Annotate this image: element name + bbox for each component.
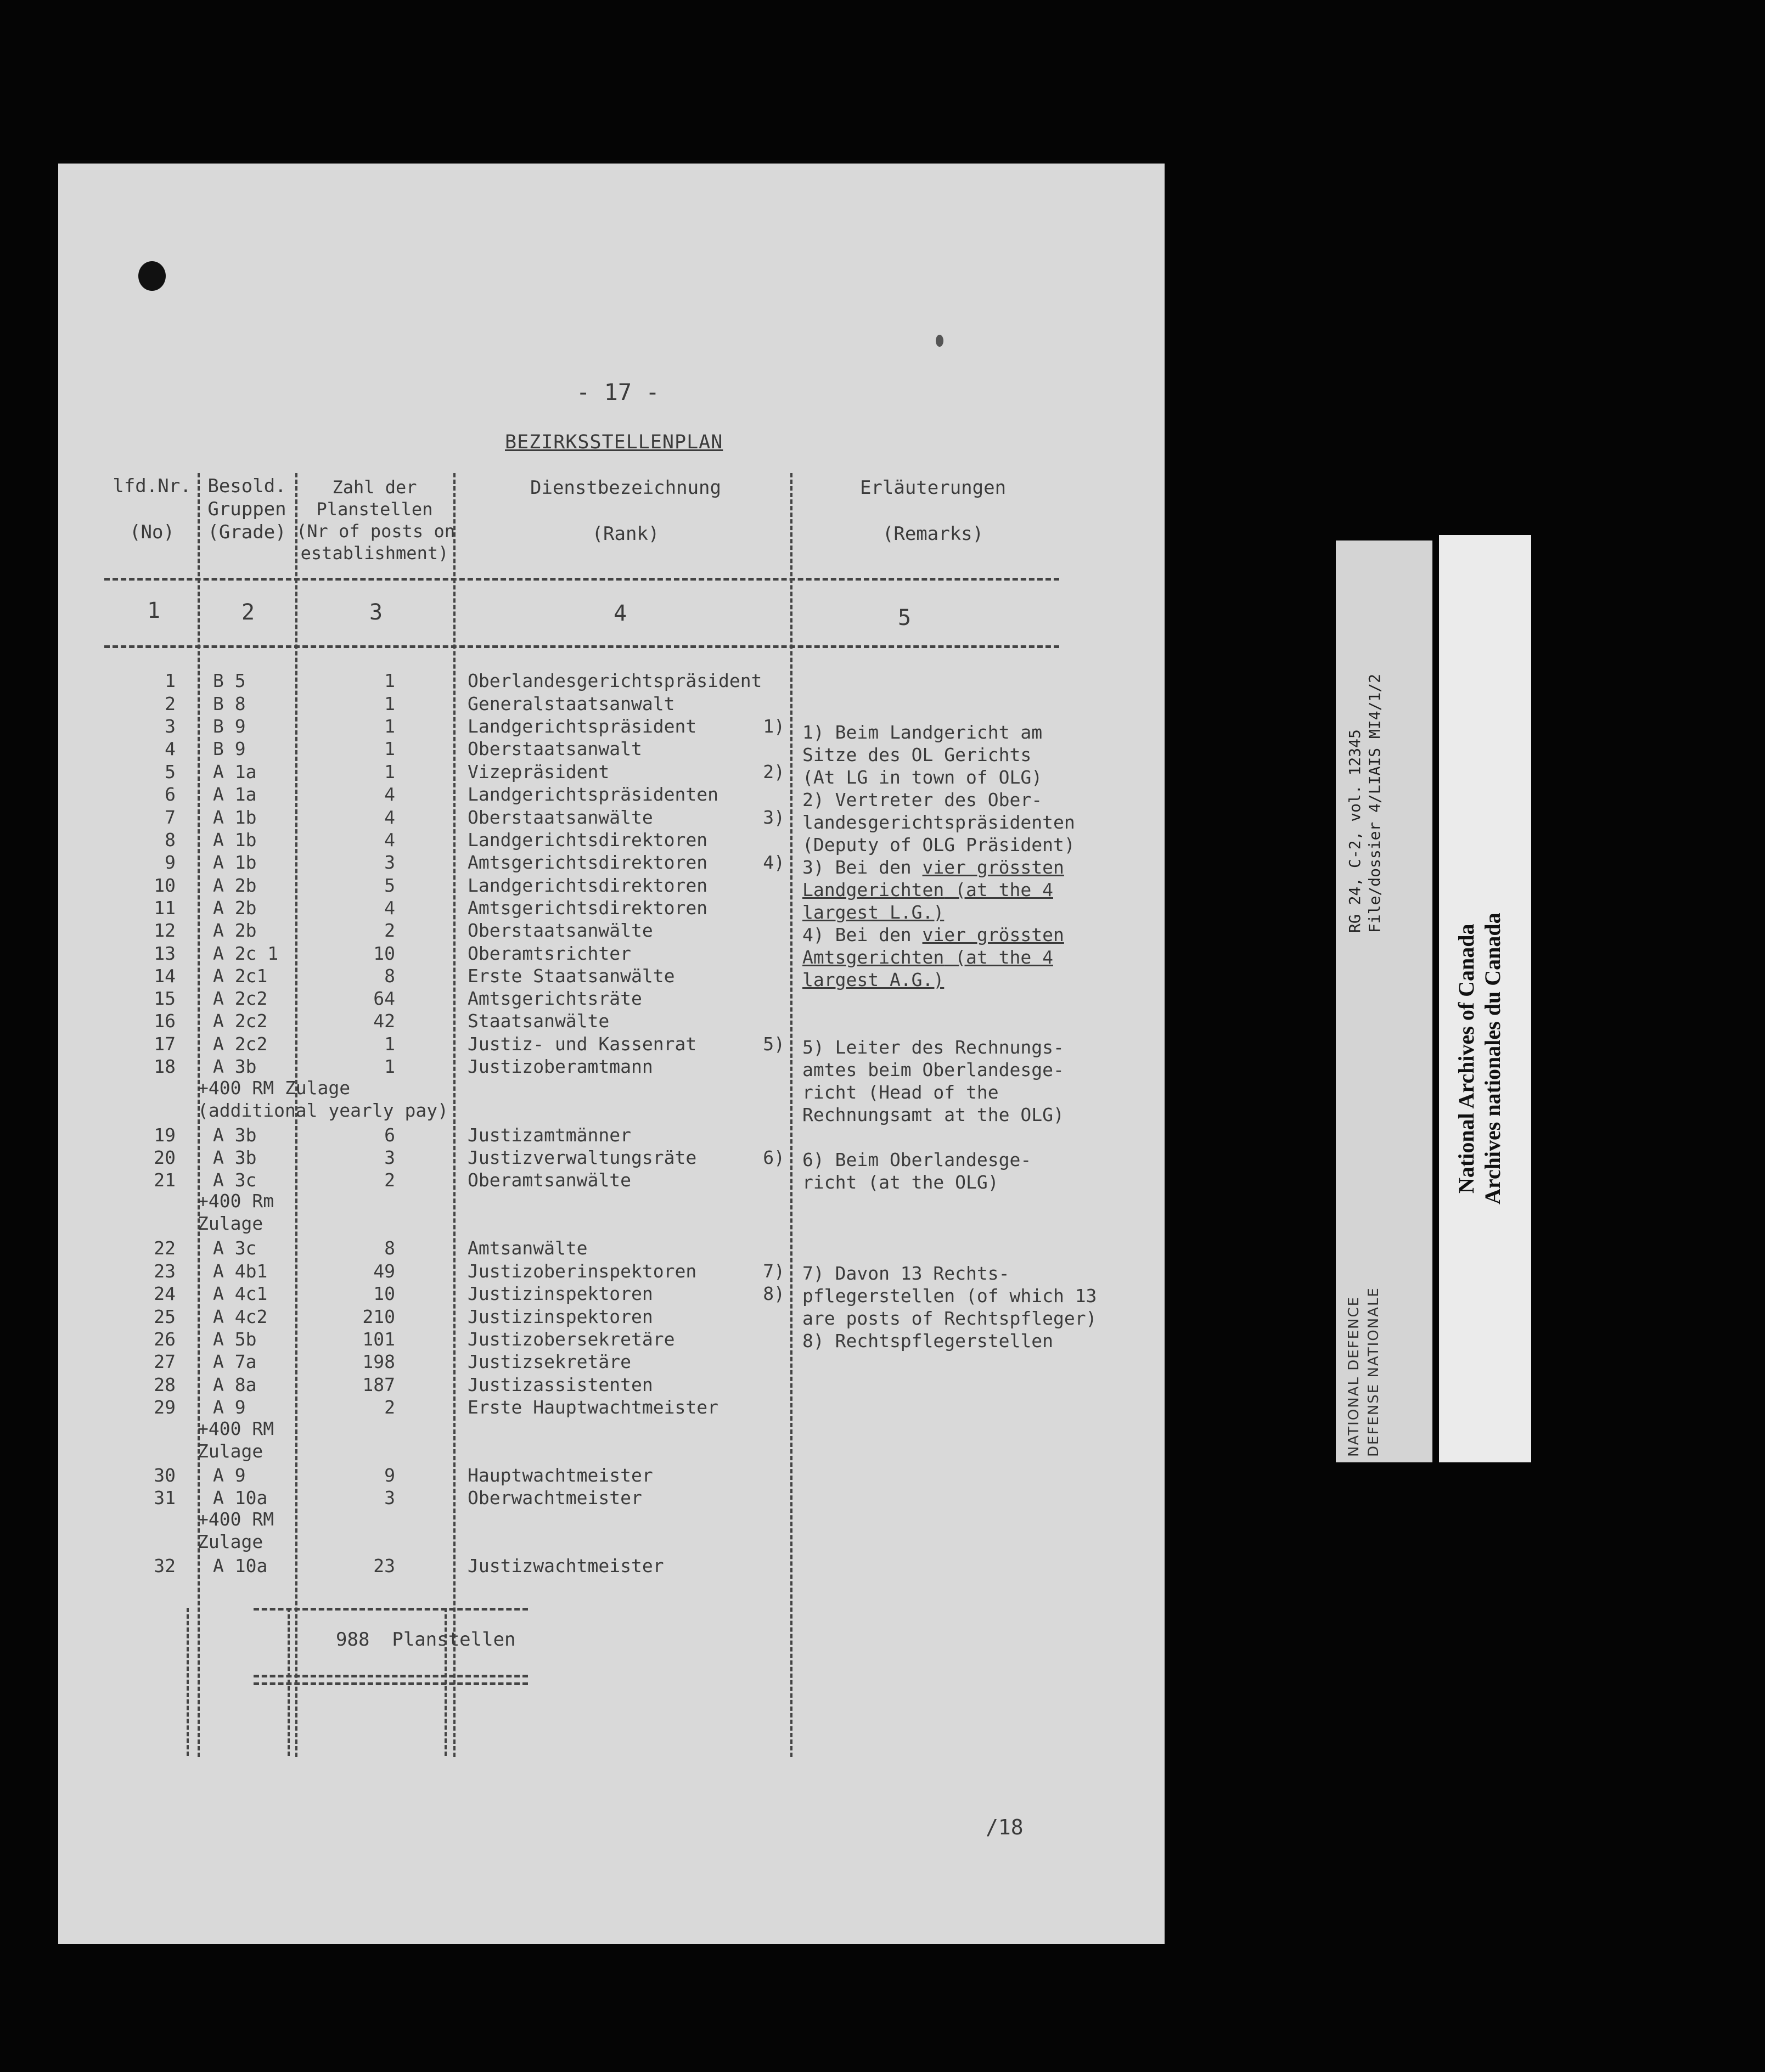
- remark-4-gloss-end: largest A.G.): [802, 969, 945, 990]
- row-posts: 8: [384, 965, 395, 987]
- rule-total-double-2: [254, 1682, 528, 1685]
- row-grade: B 8: [213, 693, 246, 714]
- row-posts: 4: [384, 897, 395, 919]
- column-divider-2b: [288, 1608, 290, 1756]
- row-rank: Justizsekretäre: [468, 1351, 632, 1372]
- row-grade: A 9: [213, 1465, 246, 1486]
- remark-3-gloss-end: largest L.G.): [802, 902, 945, 923]
- row-number: 18: [154, 1056, 176, 1077]
- row-grade: A 2b: [213, 897, 257, 919]
- colnum-3: 3: [369, 600, 383, 625]
- row-rank: Justizinspektoren: [468, 1283, 653, 1304]
- remark-5: 5) Leiter des Rechnungs- amtes beim Oberlandesge- richt (Head of the Rechnungsamt at the OLG): [802, 1037, 1064, 1125]
- row-posts: 3: [384, 1147, 395, 1168]
- row-rank: Justizverwaltungsräte: [468, 1147, 697, 1168]
- row-posts: 1: [384, 738, 395, 759]
- remark-4-gloss: (at the 4: [944, 947, 1053, 968]
- remark-4-court: Amtsgerichten: [802, 947, 945, 968]
- row-grade: A 2b: [213, 920, 257, 941]
- row-number: 16: [154, 1010, 176, 1032]
- remark-3-gloss: (at the 4: [944, 879, 1053, 900]
- row-number: 23: [154, 1260, 176, 1282]
- ink-speck: [936, 335, 943, 347]
- remark-1: 1) Beim Landgericht am Sitze des OL Gerichts (At LG in town of OLG): [802, 722, 1043, 788]
- header-remarks: Erläuterungen (Remarks): [859, 477, 1007, 545]
- rule-header-bottom: [104, 578, 1059, 581]
- row-remark-ref: 1): [763, 716, 785, 737]
- row-number: 8: [165, 829, 176, 851]
- row-number: 27: [154, 1351, 176, 1372]
- row-number: 24: [154, 1283, 176, 1304]
- row-posts: 2: [384, 1169, 395, 1191]
- row-number: 5: [165, 761, 176, 782]
- row-posts: 23: [373, 1555, 395, 1576]
- row-rank: Justizwachtmeister: [468, 1555, 664, 1576]
- row-number: 25: [154, 1306, 176, 1327]
- row-number: 32: [154, 1555, 176, 1576]
- remark-6: 6) Beim Oberlandesge- richt (at the OLG): [802, 1149, 1032, 1193]
- row-number: 11: [154, 897, 176, 919]
- row-posts: 1: [384, 761, 395, 782]
- row-grade: A 2c 1: [213, 943, 279, 964]
- row-rank: Hauptwachtmeister: [468, 1465, 653, 1486]
- rule-colnum-bottom: [104, 645, 1059, 648]
- row-number: 21: [154, 1169, 176, 1191]
- header-no: lfd.Nr. (No): [113, 475, 192, 543]
- row-rank: Justizamtmänner: [468, 1124, 632, 1146]
- row-number: 26: [154, 1328, 176, 1350]
- colnum-4: 4: [614, 601, 627, 626]
- row-number: 29: [154, 1397, 176, 1418]
- row-number: 7: [165, 807, 176, 828]
- grade-note-21: +400 Rm Zulage: [198, 1190, 274, 1234]
- column-divider-4: [790, 473, 792, 1757]
- header-rank: Dienstbezeichnung (Rank): [530, 477, 721, 545]
- row-posts: 101: [362, 1328, 395, 1350]
- row-grade: A 2b: [213, 875, 257, 896]
- row-grade: A 5b: [213, 1328, 257, 1350]
- row-number: 15: [154, 988, 176, 1009]
- row-rank: Amtsgerichtsräte: [468, 988, 642, 1009]
- row-rank: Landgerichtsdirektoren: [468, 875, 708, 896]
- row-posts: 1: [384, 670, 395, 691]
- row-posts: 6: [384, 1124, 395, 1146]
- row-posts: 2: [384, 1397, 395, 1418]
- column-divider-3: [453, 473, 456, 1757]
- colnum-5: 5: [898, 605, 912, 630]
- row-posts: 1: [384, 1056, 395, 1077]
- page-number: - 17 -: [576, 379, 660, 406]
- row-remark-ref: 5): [763, 1033, 785, 1055]
- row-grade: A 3b: [213, 1147, 257, 1168]
- row-number: 3: [165, 716, 176, 737]
- row-posts: 1: [384, 693, 395, 714]
- row-number: 10: [154, 875, 176, 896]
- row-rank: Amtsgerichtsdirektoren: [468, 852, 708, 873]
- row-number: 31: [154, 1487, 176, 1508]
- row-grade: A 1b: [213, 807, 257, 828]
- row-rank: Justiz- und Kassenrat: [468, 1033, 697, 1055]
- row-posts: 4: [384, 784, 395, 805]
- row-number: 14: [154, 965, 176, 987]
- row-rank: Generalstaatsanwalt: [468, 693, 675, 714]
- row-rank: Oberwachtmeister: [468, 1487, 642, 1508]
- row-rank: Landgerichtsdirektoren: [468, 829, 708, 851]
- row-posts: 42: [373, 1010, 395, 1032]
- row-rank: Amtsanwälte: [468, 1237, 588, 1259]
- row-number: 19: [154, 1124, 176, 1146]
- row-number: 6: [165, 784, 176, 805]
- row-grade: A 3b: [213, 1124, 257, 1146]
- row-posts: 5: [384, 875, 395, 896]
- row-grade: A 1b: [213, 829, 257, 851]
- row-grade: A 4b1: [213, 1260, 268, 1282]
- row-grade: A 7a: [213, 1351, 257, 1372]
- row-number: 4: [165, 738, 176, 759]
- remark-3-emph: vier grössten: [922, 857, 1064, 878]
- row-grade: A 10a: [213, 1487, 268, 1508]
- row-rank: Oberlandesgerichtspräsident: [468, 670, 762, 691]
- row-posts: 10: [373, 943, 395, 964]
- row-posts: 49: [373, 1260, 395, 1282]
- row-remark-ref: 6): [763, 1147, 785, 1168]
- row-remark-ref: 8): [763, 1283, 785, 1304]
- row-posts: 187: [362, 1374, 395, 1395]
- row-rank: Justizoberamtmann: [468, 1056, 653, 1077]
- row-rank: Oberstaatsanwälte: [468, 920, 653, 941]
- row-grade: A 2c2: [213, 988, 268, 1009]
- grade-note-18: +400 RM Zulage (additional yearly pay): [198, 1077, 448, 1121]
- row-grade: B 9: [213, 738, 246, 759]
- row-posts: 4: [384, 807, 395, 828]
- row-number: 22: [154, 1237, 176, 1259]
- document-title: BEZIRKSSTELLENPLAN: [505, 431, 723, 453]
- row-grade: A 2c2: [213, 1010, 268, 1032]
- row-number: 20: [154, 1147, 176, 1168]
- remark-4: [802, 924, 1064, 991]
- row-rank: Staatsanwälte: [468, 1010, 610, 1032]
- row-grade: A 4c2: [213, 1306, 268, 1327]
- column-divider-1b: [187, 1608, 189, 1756]
- row-grade: A 2c1: [213, 965, 268, 987]
- row-grade: A 1a: [213, 784, 257, 805]
- row-number: 30: [154, 1465, 176, 1486]
- row-number: 9: [165, 852, 176, 873]
- row-number: 1: [165, 670, 176, 691]
- row-posts: 3: [384, 1487, 395, 1508]
- row-remark-ref: 4): [763, 852, 785, 873]
- row-rank: Vizepräsident: [468, 761, 610, 782]
- row-grade: B 5: [213, 670, 246, 691]
- remark-2: 2) Vertreter des Ober- landesgerichtspräsidenten (Deputy of OLG Präsident): [802, 789, 1075, 855]
- archives-name-en: National Archives of Canada: [1454, 924, 1479, 1193]
- remark-4-text: 4) Bei den: [802, 924, 923, 945]
- row-grade: B 9: [213, 716, 246, 737]
- row-posts: 10: [373, 1283, 395, 1304]
- rule-total-double-1: [254, 1675, 528, 1677]
- remark-8: 8) Rechtspflegerstellen: [802, 1330, 1053, 1352]
- row-grade: A 3c: [213, 1237, 257, 1259]
- row-grade: A 3b: [213, 1056, 257, 1077]
- row-grade: A 8a: [213, 1374, 257, 1395]
- row-grade: A 3c: [213, 1169, 257, 1191]
- row-grade: A 9: [213, 1397, 246, 1418]
- row-rank: Landgerichtspräsidenten: [468, 784, 718, 805]
- next-page-reference: /18: [986, 1815, 1024, 1839]
- colnum-1: 1: [147, 598, 161, 623]
- row-posts: 1: [384, 1033, 395, 1055]
- row-posts: 64: [373, 988, 395, 1009]
- row-grade: A 1a: [213, 761, 257, 782]
- row-rank: Justizobersekretäre: [468, 1328, 675, 1350]
- row-number: 13: [154, 943, 176, 964]
- header-posts: Zahl der Planstellen (Nr of posts on establishment): [296, 477, 455, 564]
- row-remark-ref: 3): [763, 807, 785, 828]
- row-posts: 2: [384, 920, 395, 941]
- remark-3-court: Landgerichten: [802, 879, 945, 900]
- row-rank: Justizoberinspektoren: [468, 1260, 697, 1282]
- row-number: 12: [154, 920, 176, 941]
- remark-7: 7) Davon 13 Rechts- pflegerstellen (of which 13 are posts of Rechtspfleger): [802, 1263, 1097, 1329]
- row-rank: Erste Hauptwachtmeister: [468, 1397, 718, 1418]
- row-number: 2: [165, 693, 176, 714]
- row-rank: Erste Staatsanwälte: [468, 965, 675, 987]
- row-rank: Amtsgerichtsdirektoren: [468, 897, 708, 919]
- row-rank: Oberamtsanwälte: [468, 1169, 632, 1191]
- archives-name-fr: Archives nationales du Canada: [1480, 913, 1505, 1204]
- row-number: 28: [154, 1374, 176, 1395]
- archive-reference-file: File/dossier 4/LIAIS MI4/1/2: [1365, 673, 1384, 933]
- national-defence-fr: DEFENSE NATIONALE: [1365, 1287, 1382, 1457]
- row-rank: Justizinspektoren: [468, 1306, 653, 1327]
- remark-3-text: 3) Bei den: [802, 857, 923, 878]
- colnum-2: 2: [241, 600, 255, 625]
- remark-3: [802, 856, 1064, 924]
- archive-reference-volume: RG 24, C-2, vol. 12345: [1346, 729, 1364, 933]
- row-grade: A 2c2: [213, 1033, 268, 1055]
- rule-total-top: [254, 1608, 528, 1611]
- total-planstellen: 988 Planstellen: [336, 1629, 516, 1651]
- row-number: 17: [154, 1033, 176, 1055]
- national-defence-en: NATIONAL DEFENCE: [1346, 1296, 1362, 1457]
- row-posts: 198: [362, 1351, 395, 1372]
- row-rank: Justizassistenten: [468, 1374, 653, 1395]
- row-grade: A 4c1: [213, 1283, 268, 1304]
- row-remark-ref: 2): [763, 761, 785, 782]
- grade-note-29: +400 RM Zulage: [198, 1418, 274, 1462]
- row-posts: 4: [384, 829, 395, 851]
- row-rank: Oberamtsrichter: [468, 943, 632, 964]
- row-posts: 3: [384, 852, 395, 873]
- row-grade: A 1b: [213, 852, 257, 873]
- remark-4-emph: vier grössten: [922, 924, 1064, 945]
- header-grade: Besold. Gruppen (Grade): [207, 475, 286, 543]
- row-rank: Landgerichtspräsident: [468, 716, 697, 737]
- punch-hole: [138, 261, 166, 291]
- row-posts: 8: [384, 1237, 395, 1259]
- row-remark-ref: 7): [763, 1260, 785, 1282]
- row-posts: 210: [362, 1306, 395, 1327]
- row-rank: Oberstaatsanwalt: [468, 738, 642, 759]
- row-grade: A 10a: [213, 1555, 268, 1576]
- grade-note-31: +400 RM Zulage: [198, 1508, 274, 1552]
- row-rank: Oberstaatsanwälte: [468, 807, 653, 828]
- row-posts: 1: [384, 716, 395, 737]
- row-posts: 9: [384, 1465, 395, 1486]
